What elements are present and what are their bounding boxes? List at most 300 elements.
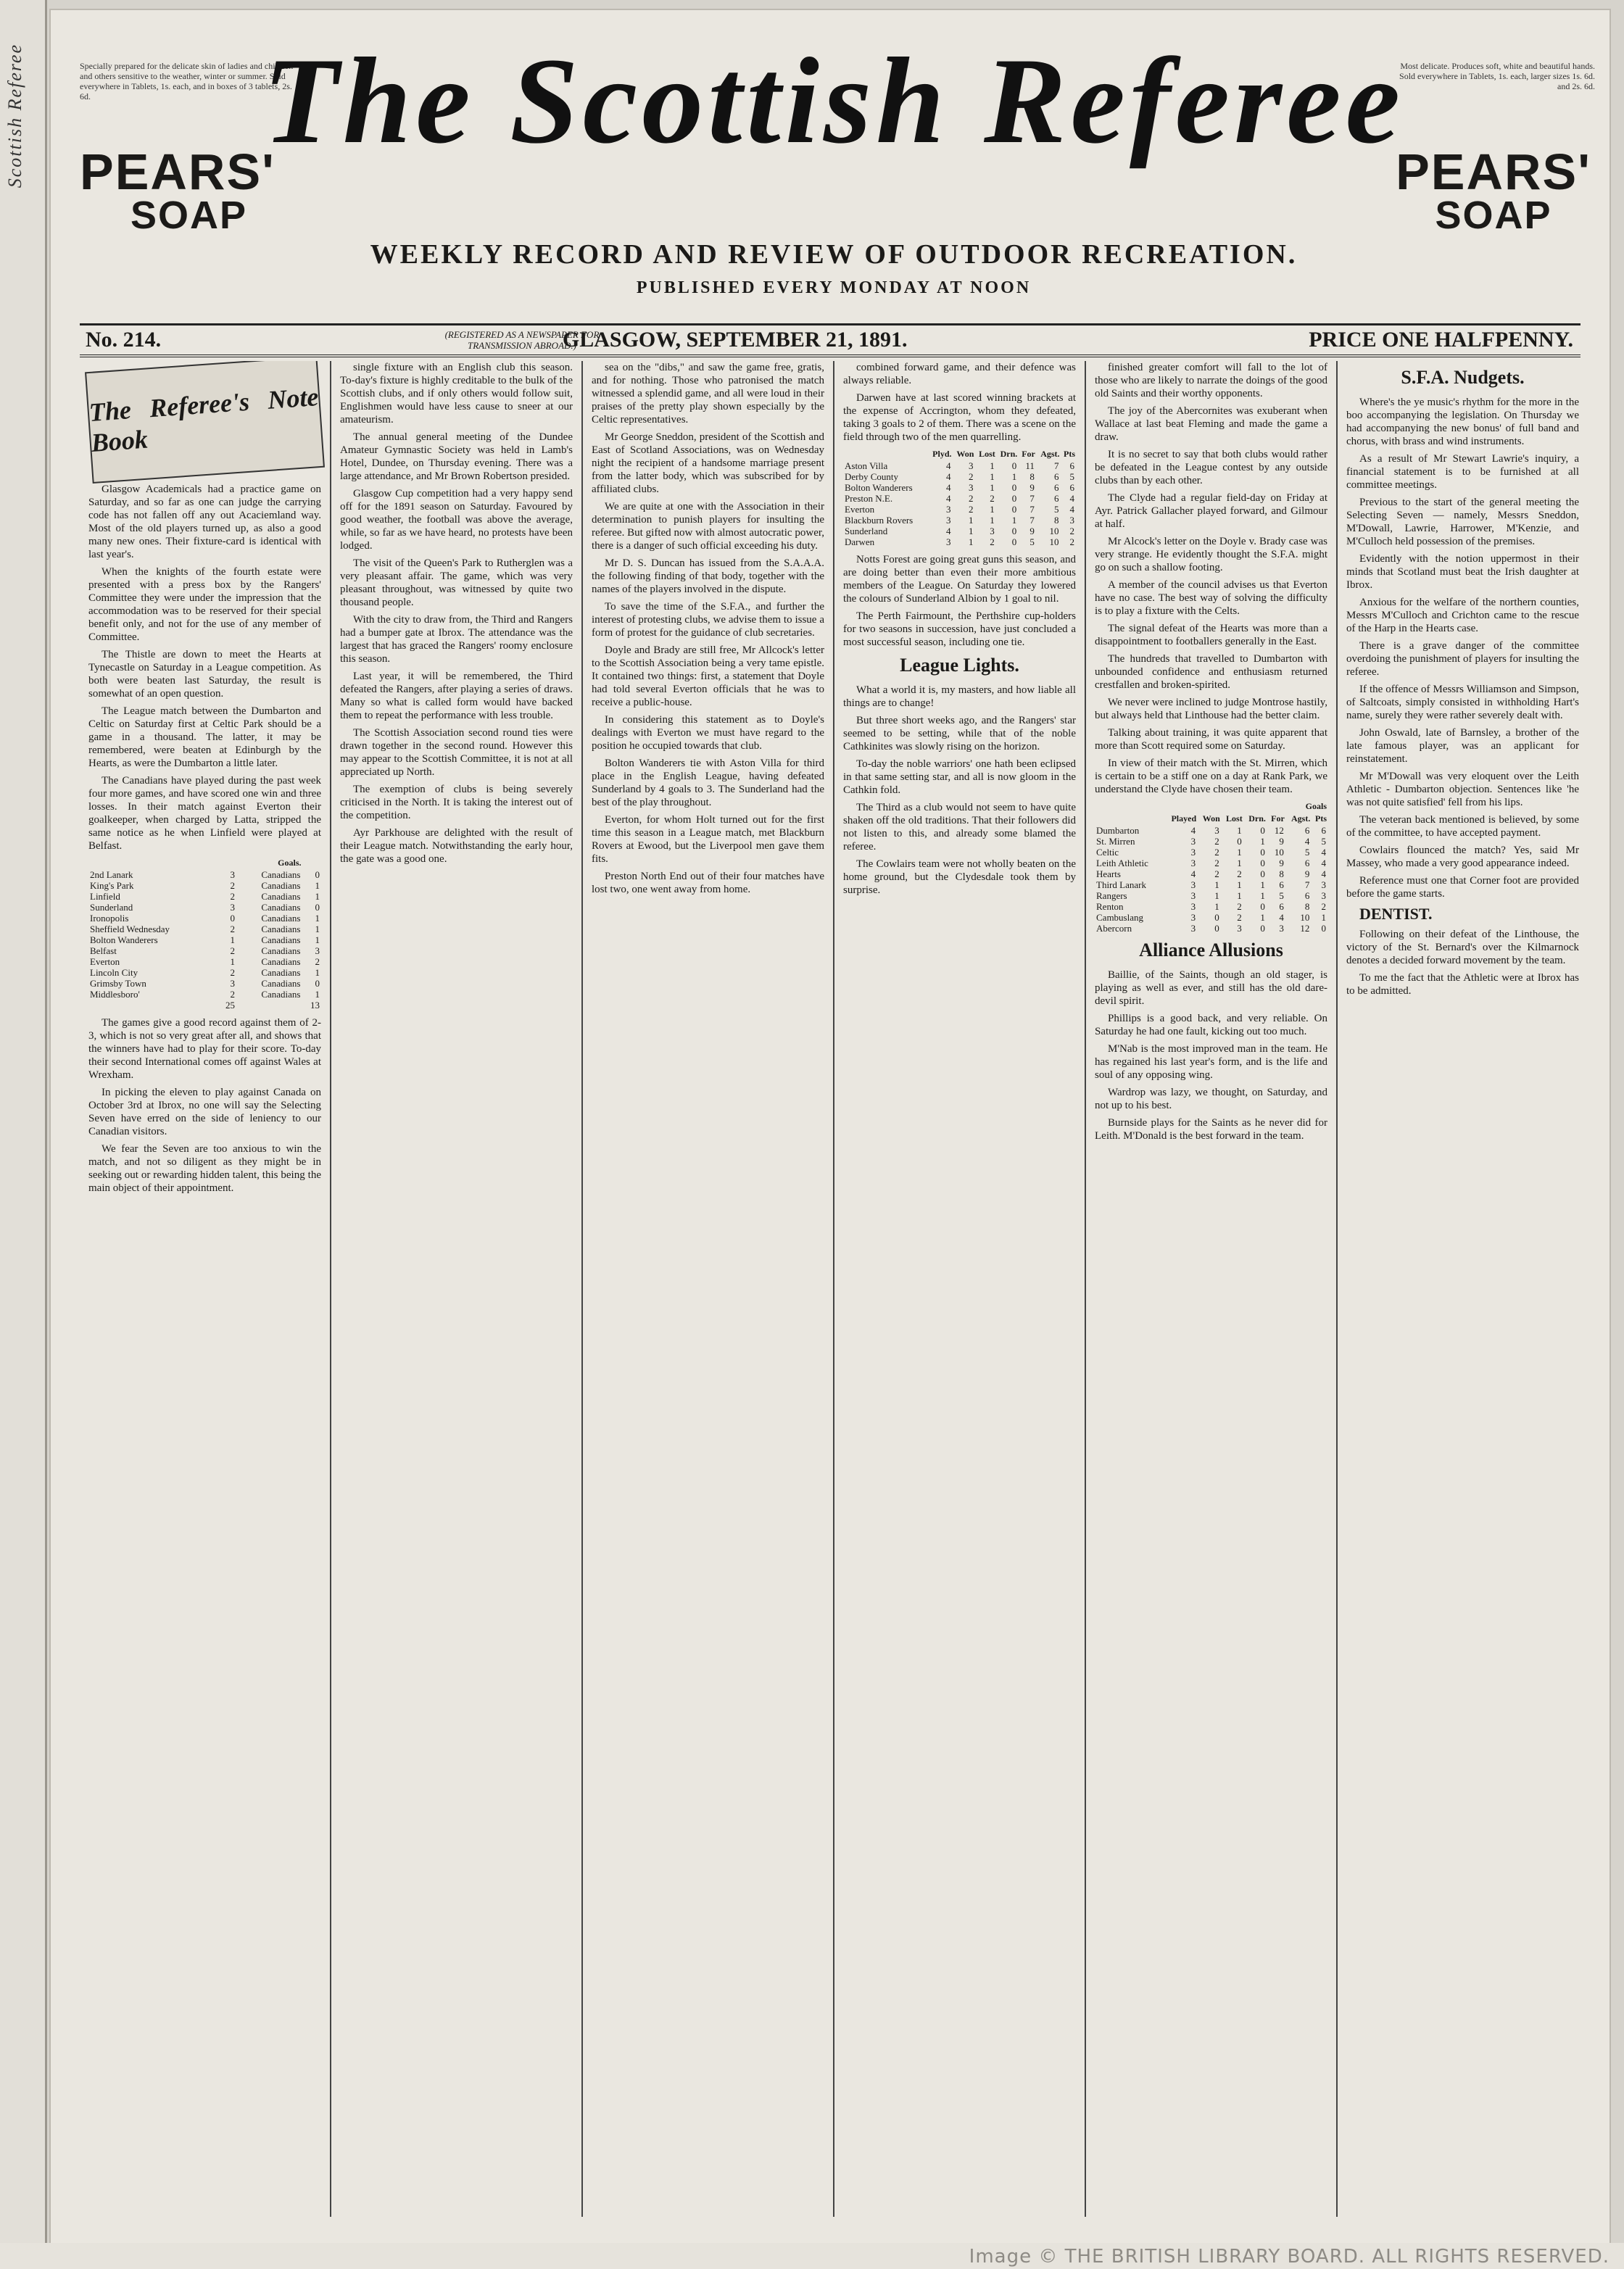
paragraph: If the offence of Messrs Williamson and Simpson, of Saltcoats, simply consisted in withholding Hart's name, surely they were rather severely dealt with. xyxy=(1346,684,1579,721)
table-cell: 3 xyxy=(1190,836,1196,847)
table-row xyxy=(843,493,1076,504)
table-cell: 6 xyxy=(1304,825,1310,836)
table-cell: 2 xyxy=(968,493,974,504)
table-cell: 2 xyxy=(990,493,995,504)
table-cell: 0 xyxy=(1011,493,1017,504)
paragraph: Mr George Sneddon, president of the Scottish and East of Scotland Associations, was on Wednesday night the recipient of a handsome marriage present from the latter body, which was subscribed for by affiliated clubs. xyxy=(592,431,824,495)
table-cell: 5 xyxy=(1069,471,1074,482)
table-cell: 3 xyxy=(968,460,974,471)
table-cell: 3 xyxy=(990,526,995,536)
table-cell: 4 xyxy=(1190,868,1196,879)
paragraph: The Thistle are down to meet the Hearts at Tynecastle on Saturday in a League competition. As both were beaten last Saturday, the result is somewhat of an open question. xyxy=(88,649,321,700)
table-row xyxy=(1095,879,1327,890)
table-header-cell: Plyd. xyxy=(932,449,952,459)
table-cell: 4 xyxy=(1069,493,1074,504)
table-cell: 3 xyxy=(1190,923,1196,934)
dateline xyxy=(80,323,1580,357)
table-cell: 1 xyxy=(990,460,995,471)
table-row xyxy=(88,913,321,924)
table-cell: 12 xyxy=(1274,825,1284,836)
table-row xyxy=(88,891,321,902)
paragraph: Following on their defeat of the Linthouse, the victory of the St. Bernard's over the Kilmarnock denotes a decided forward movement by the team. xyxy=(1346,929,1579,966)
table-cell: 10 xyxy=(1049,536,1059,547)
table-cell: Darwen xyxy=(845,536,875,547)
table-cell: Canadians xyxy=(261,924,301,934)
paragraph: Evidently with the notion uppermost in their minds that Scotland must beat the Irish daughter at Ibrox. xyxy=(1346,553,1579,591)
table-cell: Celtic xyxy=(1096,847,1119,858)
registration-note: (REGISTERED AS A NEWSPAPER FOR TRANSMISSION ABROAD.) xyxy=(444,329,600,351)
paragraph: The exemption of clubs is being severely criticised in the North. It is taking the interest out of the competition. xyxy=(340,784,573,821)
column-3 xyxy=(583,361,834,2217)
ad-left-brand: PEARS' xyxy=(80,144,276,200)
table-cell: Canadians xyxy=(261,880,301,891)
newspaper-title: The Scottish Referee xyxy=(262,33,1405,169)
table-row xyxy=(1095,847,1327,858)
table-row xyxy=(1095,923,1327,934)
table-cell: 3 xyxy=(230,902,235,913)
table-cell: 1 xyxy=(990,471,995,482)
table-cell: 2 xyxy=(230,880,235,891)
table-row xyxy=(843,536,1076,547)
dentist-ad-heading: DENTIST. xyxy=(1359,905,1433,923)
column-1 xyxy=(80,361,331,2217)
table-cell: 2 xyxy=(230,967,235,978)
issue-number: No. 214. xyxy=(86,328,162,352)
table-header-cell: Played xyxy=(1171,813,1197,824)
table-row xyxy=(88,978,321,989)
table-cell: 2 xyxy=(968,504,974,515)
table-cell: 1 xyxy=(990,482,995,493)
paragraph: Previous to the start of the general meeting the Selecting Seven — namely, Messrs Sneddon, M'Dowall, Lawrie, Harrower, M'Kenzie, and M'Culloch held possession of the premises. xyxy=(1346,497,1579,547)
table-header-cell: Agst. xyxy=(1291,813,1311,824)
table-cell: 0 xyxy=(1321,923,1326,934)
table-row xyxy=(88,880,321,891)
table-cell: 4 xyxy=(946,482,951,493)
table-cell: 8 xyxy=(1279,868,1284,879)
table-cell: 3 xyxy=(946,515,951,526)
table-cell: 2 xyxy=(968,471,974,482)
paragraph: With the city to draw from, the Third and Rangers had a bumper gate at Ibrox. The attendance was the largest that has graced the Rangers' roomy enclosure this season. xyxy=(340,614,573,665)
table-cell: 3 xyxy=(1190,901,1196,912)
table-cell: 4 xyxy=(946,526,951,536)
table-cell: 0 xyxy=(315,978,320,989)
table-cell: Bolton Wanderers xyxy=(90,934,158,945)
table-cell: 5 xyxy=(1279,890,1284,901)
table-cell: Canadians xyxy=(261,869,301,880)
table-cell: 9 xyxy=(1030,482,1035,493)
table-cell: Dumbarton xyxy=(1096,825,1140,836)
table-cell: 1 xyxy=(1260,836,1265,847)
table-cell: Canadians xyxy=(261,989,301,1000)
table-cell: 7 xyxy=(1030,493,1035,504)
column-2 xyxy=(331,361,583,2217)
paragraph: What a world it is, my masters, and how liable all things are to change! xyxy=(843,684,1076,709)
table-cell: 0 xyxy=(1011,460,1017,471)
table-cell: 6 xyxy=(1069,482,1074,493)
table-row xyxy=(1095,901,1327,912)
paragraph: Darwen have at last scored winning brackets at the expense of Accrington, whom they defeated, taking 3 goals to 2 of them. There was a scene on the field through two of the men quarrelling. xyxy=(843,392,1076,443)
table-header-cell: For xyxy=(1271,813,1285,824)
table-cell: 1 xyxy=(1011,471,1017,482)
table-row xyxy=(843,504,1076,515)
paragraph: Wardrop was lazy, we thought, on Saturday, and not up to his best. xyxy=(1095,1087,1327,1111)
table-row xyxy=(843,515,1076,526)
paragraph: As a result of Mr Stewart Lawrie's inquiry, a financial statement is to be furnished at all committee meetings. xyxy=(1346,453,1579,491)
table-cell: Cambuslang xyxy=(1096,912,1143,923)
table-cell: 4 xyxy=(1069,504,1074,515)
table-cell: 0 xyxy=(1237,836,1242,847)
table-cell: 1 xyxy=(315,934,320,945)
table-header-cell xyxy=(1095,813,1164,825)
paragraph: The games give a good record against them of 2-3, which is not so very great after all, and shows that the winners have had to play for their score. To-day their second International comes off against Wales at Wrexham. xyxy=(88,1017,321,1081)
table-cell: 8 xyxy=(1054,515,1059,526)
table-cell: 0 xyxy=(1260,901,1265,912)
column-5 xyxy=(1086,361,1338,2217)
table-cell: 10 xyxy=(1300,912,1310,923)
table-row xyxy=(843,526,1076,536)
table-cell: 3 xyxy=(230,978,235,989)
table-cell: 2 xyxy=(1214,847,1219,858)
table-cell: 0 xyxy=(1260,923,1265,934)
table-cell: 0 xyxy=(230,913,235,924)
table-row xyxy=(843,471,1076,482)
table-cell: 3 xyxy=(1069,515,1074,526)
table-cell: 1 xyxy=(1260,912,1265,923)
paragraph: The Perth Fairmount, the Perthshire cup-holders for two seasons in succession, have just concluded a most successful season, including one tie. xyxy=(843,610,1076,648)
table-cell: 4 xyxy=(946,471,951,482)
table-row xyxy=(1095,890,1327,901)
paragraph: The Scottish Association second round ties were drawn together in the second round. However this may appear to the Scottish Committee, it is not at all appreciated up North. xyxy=(340,727,573,778)
table-cell: 1 xyxy=(230,956,235,967)
table-cell: 0 xyxy=(1011,536,1017,547)
table-cell: Canadians xyxy=(261,956,301,967)
table-cell: 1 xyxy=(968,515,974,526)
table-cell: Sheffield Wednesday xyxy=(90,924,170,934)
table-cell: 4 xyxy=(946,493,951,504)
table-cell: 2 xyxy=(1214,836,1219,847)
paragraph: The Canadians have played during the past week four more games, and have scored one win and three losses. In their match against Everton their goalkeeper, when charged by Latta, stripped the same notice as he when Linfield were played at Belfast. xyxy=(88,775,321,852)
table-cell: 4 xyxy=(1279,912,1284,923)
table-cell: 6 xyxy=(1304,890,1310,901)
table-cell: Linfield xyxy=(90,891,120,902)
paragraph: Phillips is a good back, and very reliable. On Saturday he had one fault, kicking out too much. xyxy=(1095,1013,1327,1037)
publication-line: PUBLISHED EVERY MONDAY AT NOON xyxy=(636,278,1032,297)
paragraph: The Cowlairs team were not wholly beaten on the home ground, but the Clydesdale took them by surprise. xyxy=(843,858,1076,896)
table-row xyxy=(88,945,321,956)
sfa-nudgets-heading: S.F.A. Nudgets. xyxy=(1401,367,1525,388)
place-date: GLASGOW, SEPTEMBER 21, 1891. xyxy=(562,328,908,352)
table-cell: Ironopolis xyxy=(90,913,129,924)
table-cell: 1 xyxy=(990,504,995,515)
table-row xyxy=(843,482,1076,493)
paragraph: In considering this statement as to Doyle's dealings with Everton we must have regard to the position he occupied towards that club. xyxy=(592,714,824,752)
scottish-league-table xyxy=(1095,800,1327,934)
paragraph: There is a grave danger of the committee overdoing the punishment of players for insulting the referee. xyxy=(1346,640,1579,678)
table-cell: 0 xyxy=(315,869,320,880)
paragraph: Last year, it will be remembered, the Third defeated the Rangers, after playing a series of draws. Many so what is called form would have backed them to repeat the performance with less trouble. xyxy=(340,671,573,721)
paragraph: Talking about training, it was quite apparent that more than Scott required some on Saturday. xyxy=(1095,727,1327,752)
table-cell: 4 xyxy=(1321,858,1326,868)
paragraph: combined forward game, and their defence was always reliable. xyxy=(843,362,1076,386)
table-cell: 2 xyxy=(1214,868,1219,879)
paragraph: Glasgow Cup competition had a very happy send off for the 1891 season on Saturday. Favoured by good weather, the football was above the average, while, so far as we have heard, no protests have been lodged. xyxy=(340,488,573,552)
paragraph: The veteran back mentioned is believed, by some of the committee, to have accepted payment. xyxy=(1346,814,1579,839)
table-cell: 2 xyxy=(1069,536,1074,547)
table-cell: 0 xyxy=(1011,504,1017,515)
table-cell: 0 xyxy=(1260,825,1265,836)
paragraph: Reference must one that Corner foot are provided before the game starts. xyxy=(1346,875,1579,900)
table-cell: 1 xyxy=(1214,890,1219,901)
paragraph: Preston North End out of their four matches have lost two, one went away from home. xyxy=(592,871,824,895)
table-cell: 6 xyxy=(1054,482,1059,493)
note-book-caption: The Referee's Note Book xyxy=(88,382,320,457)
paragraph: Cowlairs flounced the match? Yes, said Mr Massey, who made a very good appearance indeed. xyxy=(1346,845,1579,869)
table-cell: 2 xyxy=(1069,526,1074,536)
table-header-cell: Drn. xyxy=(1248,813,1266,824)
table-cell: 2 xyxy=(1237,868,1242,879)
table-cell: 4 xyxy=(1190,825,1196,836)
paragraph: To-day the noble warriors' one hath been eclipsed in that same setting star, and all is now gloom in the Cathkin fold. xyxy=(843,758,1076,796)
table-cell: 0 xyxy=(1260,858,1265,868)
table-cell: 1 xyxy=(1237,847,1242,858)
table-header-cell xyxy=(843,448,928,460)
table-cell: 3 xyxy=(946,536,951,547)
table-cell: 5 xyxy=(1321,836,1326,847)
image-credit-bar xyxy=(0,2243,1624,2269)
table-title: Goals xyxy=(1305,801,1327,811)
pears-soap-ad-right xyxy=(1392,61,1595,235)
alliance-allusions-heading: Alliance Allusions xyxy=(1139,939,1283,961)
ad-right-small-text: Most delicate. Produces soft, white and beautiful hands. Sold everywhere in Tablets, 1s. each, larger sizes 1s. 6d. and 2s. 6d. xyxy=(1399,61,1595,91)
table-cell: Aston Villa xyxy=(845,460,888,471)
table-cell: Canadians xyxy=(261,934,301,945)
table-cell: 0 xyxy=(1214,912,1219,923)
table-cell: Canadians xyxy=(261,913,301,924)
table-row xyxy=(1095,858,1327,868)
table-cell: 1 xyxy=(968,536,974,547)
table-cell: 4 xyxy=(1321,847,1326,858)
table-cell: Canadians xyxy=(261,902,301,913)
table-cell: 6 xyxy=(1279,901,1284,912)
table-cell: 0 xyxy=(1260,847,1265,858)
table-cell: 7 xyxy=(1054,460,1059,471)
table-cell: 9 xyxy=(1304,868,1310,879)
table-cell: Renton xyxy=(1096,901,1124,912)
table-cell: 1 xyxy=(968,526,974,536)
table-cell: Preston N.E. xyxy=(845,493,893,504)
paragraph: The signal defeat of the Hearts was more than a disappointment to footballers generally in the East. xyxy=(1095,623,1327,647)
paragraph: The League match between the Dumbarton and Celtic on Saturday first at Celtic Park should be a game in a thousand. The latter, it may be remembered, were beaten at Edinburgh by the Hearts, as were the Dumbarton a little later. xyxy=(88,705,321,769)
table-cell: 1 xyxy=(1237,858,1242,868)
paragraph: We fear the Seven are too anxious to win the match, and not so diligent as they might be in seeking out or rewarding hidden talent, this being the main object of their appointment. xyxy=(88,1143,321,1194)
table-cell: Bolton Wanderers xyxy=(845,482,913,493)
paragraph: The annual general meeting of the Dundee Amateur Gymnastic Society was held in Lamb's Hotel, Dundee, on Thursday evening. There was a large attendance, and Mr Brown Robertson presided. xyxy=(340,431,573,482)
table-cell: 2 xyxy=(230,989,235,1000)
table-cell: 0 xyxy=(1011,482,1017,493)
total-against: 13 xyxy=(310,1000,320,1011)
table-row xyxy=(88,902,321,913)
table-row xyxy=(88,924,321,934)
table-header-row xyxy=(843,448,1076,460)
ad-left-product: SOAP xyxy=(130,194,248,237)
ad-left-small-text: Specially prepared for the delicate skin of ladies and children and others sensitive to the weather, winter or summer. Sold everywhere in Tablets, 1s. each, and in boxes of 3 tablets, 2s. 6d. xyxy=(80,61,294,101)
table-totals-row xyxy=(88,1000,321,1011)
table-header-cell: Lost xyxy=(1226,813,1243,824)
table-cell: 9 xyxy=(1279,836,1284,847)
canadians-results-table xyxy=(88,857,321,1011)
paragraph: finished greater comfort will fall to the lot of those who are likely to narrate the doings of the good old Saints and their worthy opponents. xyxy=(1095,362,1327,399)
table-row xyxy=(1095,868,1327,879)
column-6 xyxy=(1338,361,1588,2217)
paragraph: M'Nab is the most improved man in the team. He has regained his last year's form, and is the life and soul of any opposing wing. xyxy=(1095,1043,1327,1081)
table-cell: 0 xyxy=(1011,526,1017,536)
paragraph: It is no secret to say that both clubs would rather be defeated in the League contest by any outside clubs than by each other. xyxy=(1095,449,1327,486)
table-row xyxy=(1095,912,1327,923)
table-row xyxy=(1095,825,1327,836)
table-header-cell: Won xyxy=(1202,813,1220,824)
table-cell: 3 xyxy=(946,504,951,515)
table-cell: 6 xyxy=(1279,879,1284,890)
table-cell: 1 xyxy=(315,924,320,934)
paragraph: In view of their match with the St. Mirren, which is certain to be a stiff one on a day at Rank Park, we understand the Clyde have chosen their team. xyxy=(1095,758,1327,795)
table-cell: 2 xyxy=(1321,901,1326,912)
table-cell: 6 xyxy=(1054,493,1059,504)
paragraph: Mr M'Dowall was very eloquent over the Leith Athletic - Dumbarton objection. Sentences like 'he was not quite satisfied' fell from his lips. xyxy=(1346,771,1579,808)
table-row xyxy=(88,934,321,945)
table-cell: Sunderland xyxy=(90,902,133,913)
table-cell: 5 xyxy=(1030,536,1035,547)
english-league-table xyxy=(843,448,1076,547)
table-cell: 2 xyxy=(230,945,235,956)
paragraph: The joy of the Abercornites was exuberant when Wallace at last beat Fleming and made the game a draw. xyxy=(1095,405,1327,443)
spine-label: Scottish Referee xyxy=(4,43,25,188)
table-cell: Blackburn Rovers xyxy=(845,515,914,526)
table-header-row xyxy=(88,857,321,869)
table-cell: 0 xyxy=(1260,868,1265,879)
table-cell: King's Park xyxy=(90,880,134,891)
table-cell: 2 xyxy=(1214,858,1219,868)
table-cell: 3 xyxy=(315,945,320,956)
table-cell: Canadians xyxy=(261,891,301,902)
table-cell: 1 xyxy=(1237,879,1242,890)
table-cell: 7 xyxy=(1304,879,1310,890)
table-row xyxy=(88,869,321,880)
paragraph: To me the fact that the Athletic were at Ibrox has to be admitted. xyxy=(1346,972,1579,997)
table-cell: 6 xyxy=(1304,858,1310,868)
paragraph: sea on the "dibs," and saw the game free, gratis, and for nothing. Those who patronised the match witnessed a splendid game, and all were loud in their praises of the pretty play shown especially by the Celtic representatives. xyxy=(592,362,824,426)
table-cell: 9 xyxy=(1279,858,1284,868)
paragraph: Everton, for whom Holt turned out for the first time this season in a League match, met Blackburn Rovers at Ewood, but the Liverpool men gave them fits. xyxy=(592,814,824,865)
table-row xyxy=(843,460,1076,471)
table-cell: 6 xyxy=(1321,825,1326,836)
table-cell: 3 xyxy=(968,482,974,493)
table-header-cell: Agst. xyxy=(1040,449,1060,459)
table-cell: 3 xyxy=(1279,923,1284,934)
table-cell: Rangers xyxy=(1096,890,1127,901)
table-cell: 2 xyxy=(1237,912,1242,923)
table-cell: 3 xyxy=(1321,890,1326,901)
table-cell: 9 xyxy=(1030,526,1035,536)
table-cell: 8 xyxy=(1304,901,1310,912)
table-cell: 1 xyxy=(315,989,320,1000)
table-row xyxy=(88,956,321,967)
paragraph: When the knights of the fourth estate were presented with a press box by the Rangers' Committee they were under the impression that the accommodation was to be reserved for their special benefit only, and not for the use of any member of Committee. xyxy=(88,566,321,643)
table-cell: 2 xyxy=(230,891,235,902)
paragraph: Glasgow Academicals had a practice game on Saturday, and so far as one can judge the carrying code has not fallen off any out Acaciemland way. Most of the old players turned up, as also a good many new ones. Their fixture-card is identical with last year's. xyxy=(88,484,321,560)
table-row xyxy=(88,989,321,1000)
table-cell: Everton xyxy=(90,956,120,967)
table-cell: St. Mirren xyxy=(1096,836,1135,847)
table-cell: 2 xyxy=(315,956,320,967)
table-cell: 6 xyxy=(1054,471,1059,482)
table-cell: 7 xyxy=(1030,515,1035,526)
table-title: Goals. xyxy=(278,858,302,868)
table-cell: 0 xyxy=(1214,923,1219,934)
table-cell: 11 xyxy=(1025,460,1035,471)
paragraph: Baillie, of the Saints, though an old stager, is playing as well as ever, and still has the old dare-devil spirit. xyxy=(1095,969,1327,1007)
ad-right-brand: PEARS' xyxy=(1396,144,1591,200)
article-columns xyxy=(80,361,1588,2217)
newspaper-page xyxy=(51,10,1610,2243)
table-cell: 1 xyxy=(230,934,235,945)
table-cell: Leith Athletic xyxy=(1096,858,1148,868)
issue-price: PRICE ONE HALFPENNY. xyxy=(1309,328,1573,352)
table-cell: 3 xyxy=(1321,879,1326,890)
table-cell: 3 xyxy=(1190,890,1196,901)
table-cell: 1 xyxy=(1260,879,1265,890)
table-header-cell: Drn. xyxy=(1000,449,1018,459)
table-cell: 3 xyxy=(1190,847,1196,858)
ad-right-product: SOAP xyxy=(1435,194,1552,237)
paragraph: But three short weeks ago, and the Rangers' star seemed to be setting, while that of the noble Cathkinites was slowly rising on the horizon. xyxy=(843,715,1076,752)
table-cell: 8 xyxy=(1030,471,1035,482)
table-cell: 4 xyxy=(1321,868,1326,879)
table-cell: 1 xyxy=(990,515,995,526)
paragraph: To save the time of the S.F.A., and further the interest of protesting clubs, we advise them to issue a form of protest for the guidance of club secretaries. xyxy=(592,601,824,639)
table-cell: 3 xyxy=(1214,825,1219,836)
league-lights-heading: League Lights. xyxy=(900,655,1019,676)
paragraph: The Third as a club would not seem to have quite shaken off the old traditions. That their followers did not listen to this, and already some blamed the referee. xyxy=(843,802,1076,853)
table-cell: 2 xyxy=(230,924,235,934)
paragraph: single fixture with an English club this season. To-day's fixture is highly creditable to the bulk of the Scottish clubs, and if only others would follow suit, Englishmen would have less cause to sneer at our amateurism. xyxy=(340,362,573,426)
total-for: 25 xyxy=(225,1000,235,1011)
paragraph: The Clyde had a regular field-day on Friday at Ayr. Patrick Gallacher played forward, and Gilmour at half. xyxy=(1095,492,1327,530)
table-cell: 0 xyxy=(315,902,320,913)
table-cell: 1 xyxy=(1321,912,1326,923)
paragraph: Where's the ye music's rhythm for the more in the boo accompanying the legislation. On Thursday we had accompanying the new bonus' of full band and chorus, with brass and wind instruments. xyxy=(1346,397,1579,447)
table-cell: 1 xyxy=(315,913,320,924)
table-cell: 12 xyxy=(1300,923,1310,934)
table-cell: Derby County xyxy=(845,471,899,482)
newspaper-subtitle: WEEKLY RECORD AND REVIEW OF OUTDOOR RECREATION. xyxy=(370,239,1298,270)
column-4 xyxy=(834,361,1086,2217)
table-cell: 4 xyxy=(946,460,951,471)
table-cell: 3 xyxy=(1190,879,1196,890)
table-cell: 7 xyxy=(1030,504,1035,515)
image-credit: Image © THE BRITISH LIBRARY BOARD. ALL RIGHTS RESERVED. xyxy=(969,2246,1610,2268)
paragraph: Mr D. S. Duncan has issued from the S.A.A.A. the following finding of that body, together with the names of the players involved in the dispute. xyxy=(592,557,824,595)
table-cell: 2 xyxy=(1237,901,1242,912)
masthead xyxy=(51,33,1610,351)
table-cell: 1 xyxy=(1011,515,1017,526)
table-header-row xyxy=(1095,813,1327,825)
paragraph: Burnside plays for the Saints as he never did for Leith. M'Donald is the best forward in the team. xyxy=(1095,1117,1327,1142)
table-header-cell: Pts xyxy=(1315,813,1327,824)
table-cell: Abercorn xyxy=(1096,923,1132,934)
table-cell: Hearts xyxy=(1096,868,1121,879)
table-cell: 1 xyxy=(315,880,320,891)
bound-volume-spine xyxy=(0,0,47,2269)
